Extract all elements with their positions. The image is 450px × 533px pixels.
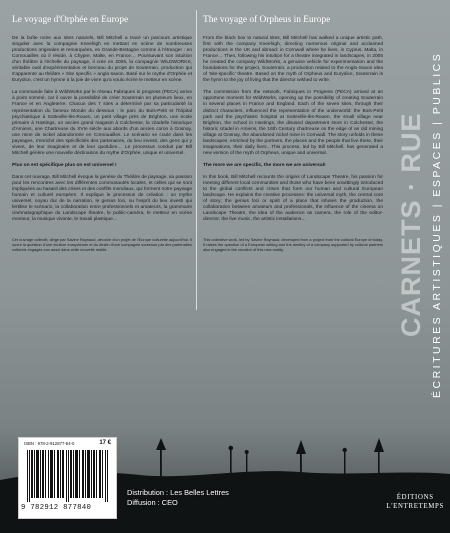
english-paragraph-3: In this book, Bill Mitchell recounts the origins of Landscape Theatre, his passion for meeting different local communities and those who have been unwittingly introduced to the global conflicts and crises that form our human and cultural European landscape. He explains the creative processes: the universal myth, the central core of story; the genius loci or spirit of a place that infuses the production, the collaboration between amateurs and professionals, the influence of the cinema on Landscape Theatre, the idea of the audience as camera, the role of the editor-director, the live music, the artistic installations…	[203, 174, 383, 223]
barcode-bars	[27, 450, 109, 502]
column-divider	[196, 10, 197, 310]
barcode-label	[18, 437, 117, 519]
english-title: The voyage of Orpheus in Europe	[203, 15, 331, 25]
diffusion-line: Diffusion : CEO	[127, 498, 178, 507]
isbn-number: ISBN : 978-2-912877-84-0	[24, 441, 75, 446]
price-label: 17 €	[99, 440, 111, 446]
english-paragraph-2: The commission from the network, Fabriques in Progress (PECA) arrived at an opportune moment for WildWorks, opening up the possibility of creating Souterrain in several places in France and England. Each of the seven sites, through their distinct characters, influenced the representation of the underworld: the Bois-Petit park and the psychiatric hospital at Sotteville-lès-Rouen, the small village near Brighton, the school in Hastings, the disused department store in Colchester, the historic citadel in Amiens, the 16th Century chartreuse on the edge of an old mining village at Gosnay, the abandoned nickel mine in Cornwall. The story unfolds in these landscapes, enriched by the partners, the places and the people that live there, their imaginations, their daily lives…This process, led by Bill Mitchell, has generated a new version of the myth of Orpheus, unique and universal.	[203, 90, 383, 156]
french-column	[12, 14, 192, 258]
french-paragraph-1: De la boîte noire aux sites naturels, Bill Mitchell a tracé un parcours artistique singulier avec la compagnie Kneehigh en mettant en scène de nombreuses productions originales et remarquées, en Grande-Bretagne comme à l'étranger : en Cornouailles où il réside, à Chypre, Malte, en France… Poursuivant son intuition d'un théâtre à l'échelle du paysage, il crée en 2005, la compagnie WILDWORKS, véritable outil d'expérimentation et berceau du projet de Souterrain, production qui s'apparente au théâtre « Site specific » anglo-saxon. Basé sur le mythe d'Orphée et Eurydice, c'est un hymne à la joie de vivre qu'a voulu écrire le metteur en scène.	[12, 36, 192, 84]
series-title-vertical: CARNETS · RUE	[396, 112, 426, 338]
publisher-line-2: L'ENTRETEMPS	[386, 503, 444, 510]
english-emphasis: The more we are specific, the more we are universal!	[203, 162, 326, 168]
french-paragraph-2: La commande faite à WildWorks par le réseau Fabriques in progress (PECA) arrive à point nommé, car il ouvre la possibilité de créer Souterrain en plusieurs lieux, en France et en Angleterre. Chacun des 7 sites a déterminé par sa particularité la représentation du fameux Monde du dessous : le parc du Bois-Petit et l'hôpital psychiatrique à Sotteville-lès-Rouen, un petit village près de Brighton, une école primaire à Hastings, un ancien grand magasin à Colchester, la citadelle historique d'Amiens, une Chartreuse du XVIe siècle aux abords d'un ancien coron à Gosnay, une mine de nickel abandonnée en Cornouailles. Le scénario se coule dans les paysages, s'enrichit des spécificités des partenaires, du lieu investi, des gens qui y vivent, de leur imaginaire et de leur quotidien… Le processus conduit par Bill Mitchell génère une nouvelle déclinaison du mythe d'Orphée, unique et universel.	[12, 90, 192, 156]
french-title: Le voyage d'Orphée en Europe	[12, 15, 129, 25]
french-note: Cet ouvrage collectif, dirigé par Savine Raynaud, découle d'un projet de l'Europe culturelle aujourd'hui. Il ouvre la question d'une écriture européenne et du destin d'une compagnie soutenue par des partenaires culturels engagés eux aussi dans cette nouvelle réalité.	[12, 237, 192, 253]
french-paragraph-3: Dans cet ouvrage, Bill Mitchell évoque la genèse du Théâtre de paysage, sa passion pour les rencontres avec les différentes communautés locales, et celles qui se sont impliquées au hasard des crises et des conflits mondiaux, qui forment notre paysage humain et culturel européen. Il explique le processus de création : un mythe universel, noyau dur de la narration, le genius loci, ou l'esprit du lieu investi qui fertilise le scénario, la collaboration entre professionnels et amateurs, la grammaire cinématographique du Landscape theatre, le public-caméra, le metteur en scène monteur, la musique vivante, le travail plastique…	[12, 174, 192, 223]
publisher-line-1: ÉDITIONS	[396, 494, 434, 501]
publisher-logo	[386, 493, 444, 511]
english-paragraph-1: From the black box to natural sites, Bill Mitchell has walked a unique artistic path, first with the company Kneehigh, directing numerous original and acclaimed productions in the UK and abroad: in Cornwall where he lives, in Cyprus, Malta, in France… Then, following his intuition for a theatre integrated in landscapes, in 2005 he created the company WildWorks, a genuine vehicle for experimentation and the foundations for the project, Souterrain, a production related to the Anglo-Saxon idea of 'site-specific' theatre. Based on the myth of Orpheus and Eurydice, Souterrain is the hymn to the joy of living that the director wished to write.	[203, 36, 383, 84]
english-column	[203, 14, 383, 258]
english-note: This collective work, led by Savine Raynaud, developed from a project from the cultural Europe of today. It raises the question of a European writing and the destiny of a company supported by cultural partners also engaged in the creation of this new reality.	[203, 237, 383, 253]
barcode-digits: 9 782912 877840	[21, 504, 92, 512]
distribution-line: Distribution : Les Belles Lettres	[127, 488, 229, 497]
distribution-info	[127, 488, 229, 508]
series-spine	[392, 0, 450, 450]
french-emphasis: Plus on est spécifique plus on est universel !	[12, 162, 117, 168]
series-subtitle-vertical: ÉCRITURES ARTISTIQUES | ESPACES | PUBLICS	[431, 51, 443, 399]
